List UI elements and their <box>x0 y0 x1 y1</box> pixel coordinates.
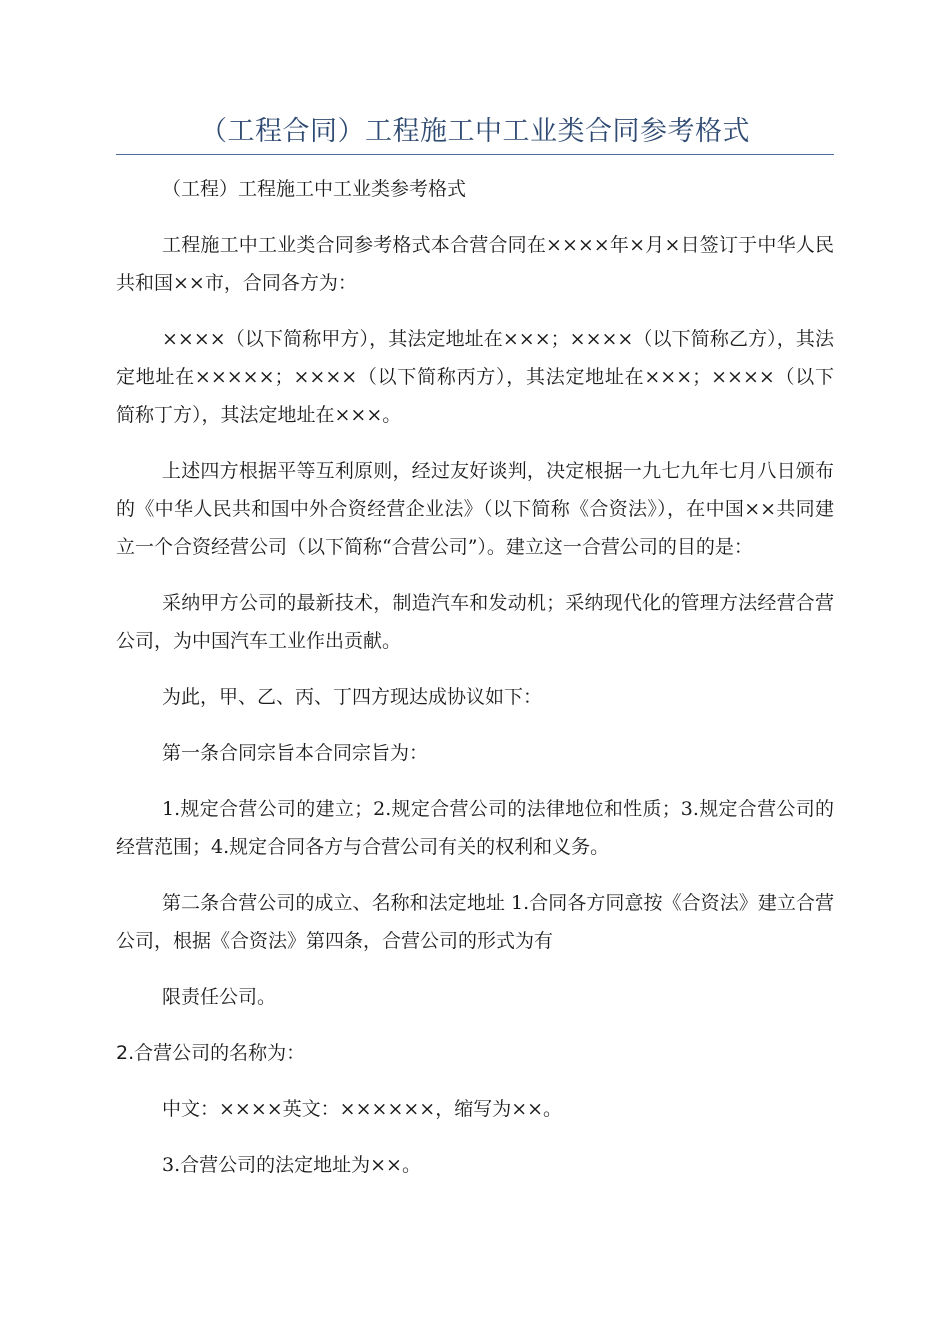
document-title: （工程合同）工程施工中工业类合同参考格式 <box>200 116 750 147</box>
paragraph-preamble: 工程施工中工业类合同参考格式本合营合同在××××年×月×日签订于中华人民共和国××市，合同各方为： <box>116 234 834 294</box>
paragraph-article-2-continued: 限责任公司。 <box>162 986 277 1008</box>
paragraph-article-1-heading: 第一条合同宗旨本合同宗旨为： <box>162 742 429 764</box>
paragraph-parties: ××××（以下简称甲方），其法定地址在×××；××××（以下简称乙方），其法定地址在×××××；××××（以下简称丙方），其法定地址在×××；××××（以下简称丁方），其法定地址在×××。 <box>116 328 834 426</box>
paragraph-company-address: 3.合营公司的法定地址为××。 <box>162 1154 421 1176</box>
paragraph-article-2: 第二条合营公司的成立、名称和法定地址 1.合同各方同意按《合资法》建立合营公司，根据《合资法》第四条，合营公司的形式为有 <box>116 892 834 952</box>
document-body <box>116 170 834 1202</box>
paragraph-article-1-items: 1.规定合营公司的建立；2.规定合营公司的法律地位和性质；3.规定合营公司的经营范围；4.规定合同各方与合营公司有关的权利和义务。 <box>116 798 834 858</box>
paragraph-company-name: 2.合营公司的名称为： <box>116 1042 306 1064</box>
paragraph-company-name-detail: 中文：××××英文：××××××，缩写为××。 <box>162 1098 563 1120</box>
paragraph-agreement: 为此，甲、乙、丙、丁四方现达成协议如下： <box>162 686 543 708</box>
paragraph-purpose: 上述四方根据平等互利原则，经过友好谈判，决定根据一九七九年七月八日颁布的《中华人民共和国中外合资经营企业法》（以下简称《合资法》），在中国××共同建立一个合资经营公司（以下简称“合营公司”）。建立这一合营公司的目的是： <box>116 460 834 558</box>
paragraph-objectives: 采纳甲方公司的最新技术，制造汽车和发动机；采纳现代化的管理方法经营合营公司，为中国汽车工业作出贡献。 <box>116 592 834 652</box>
paragraph-subtitle: （工程）工程施工中工业类参考格式 <box>162 178 467 200</box>
title-underline <box>116 154 834 155</box>
